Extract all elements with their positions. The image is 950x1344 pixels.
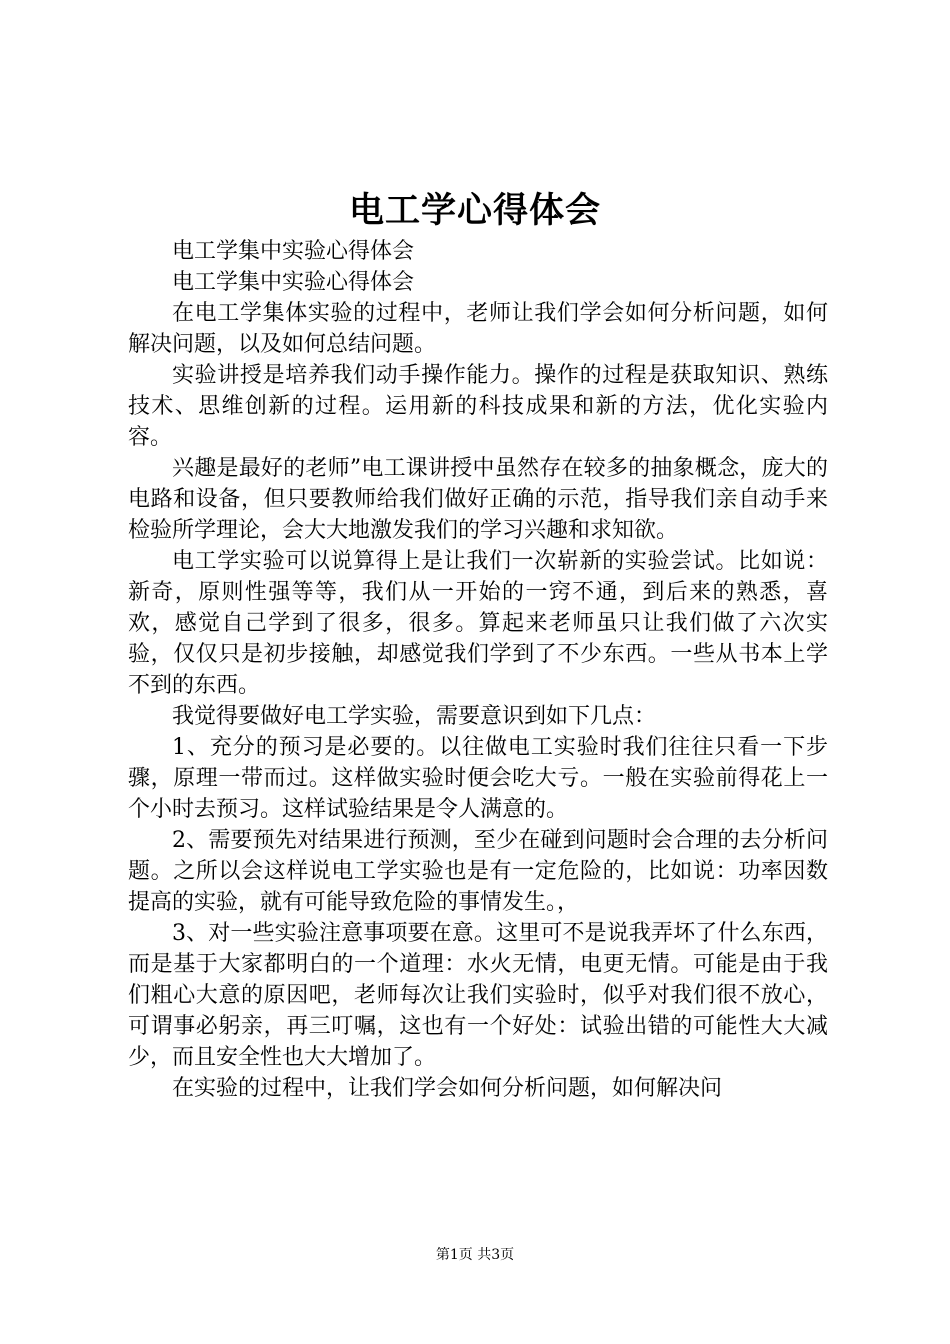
page-title: 电工学心得体会	[348, 190, 601, 231]
paragraph: 3、对一些实验注意事项要在意。这里可不是说我弄坏了什么东西，而是基于大家都明白的一个道理：水火无情，电更无情。可能是由于我们粗心大意的原因吧，老师每次让我们实验时，似乎对我们很不放心，可谓事必躬亲，再三叮嘱，这也有一个好处：试验出错的可能性大大减少，而且安全性也大大增加了。	[128, 921, 828, 1070]
paragraph: 电工学集中实验心得体会	[172, 270, 415, 295]
paragraph: 2、需要预先对结果进行预测，至少在碰到问题时会合理的去分析问题。之所以会这样说电工学实验也是有一定危险的，比如说：功率因数提高的实验，就有可能导致危险的事情发生。，	[128, 828, 828, 915]
page-footer: 第1页 共3页	[435, 1247, 515, 1263]
paragraph: 电工学实验可以说算得上是让我们一次崭新的实验尝试。比如说：新奇，原则性强等等，我们从一开始的一窍不通，到后来的熟悉，喜欢，感觉自己学到了很多，很多。算起来老师虽只让我们做了六次实验，仅仅只是初步接触，却感觉我们学到了不少东西。一些从书本上学不到的东西。	[128, 549, 828, 698]
document-body	[128, 236, 828, 1104]
paragraph: 兴趣是最好的老师”电工课讲授中虽然存在较多的抽象概念，庞大的电路和设备，但只要教师给我们做好正确的示范，指导我们亲自动手来检验所学理论，会大大地激发我们的学习兴趣和求知欲。	[128, 456, 828, 543]
paragraph: 1、充分的预习是必要的。以往做电工实验时我们往往只看一下步骤，原理一带而过。这样做实验时便会吃大亏。一般在实验前得花上一个小时去预习。这样试验结果是令人满意的。	[128, 735, 828, 822]
paragraph: 我觉得要做好电工学实验，需要意识到如下几点：	[172, 704, 657, 729]
paragraph: 在实验的过程中，让我们学会如何分析问题，如何解决问	[172, 1076, 723, 1101]
paragraph: 在电工学集体实验的过程中，老师让我们学会如何分析问题，如何解决问题，以及如何总结问题。	[128, 301, 828, 357]
paragraph: 电工学集中实验心得体会	[172, 239, 415, 264]
paragraph: 实验讲授是培养我们动手操作能力。操作的过程是获取知识、熟练技术、思维创新的过程。运用新的科技成果和新的方法，优化实验内容。	[128, 363, 828, 450]
